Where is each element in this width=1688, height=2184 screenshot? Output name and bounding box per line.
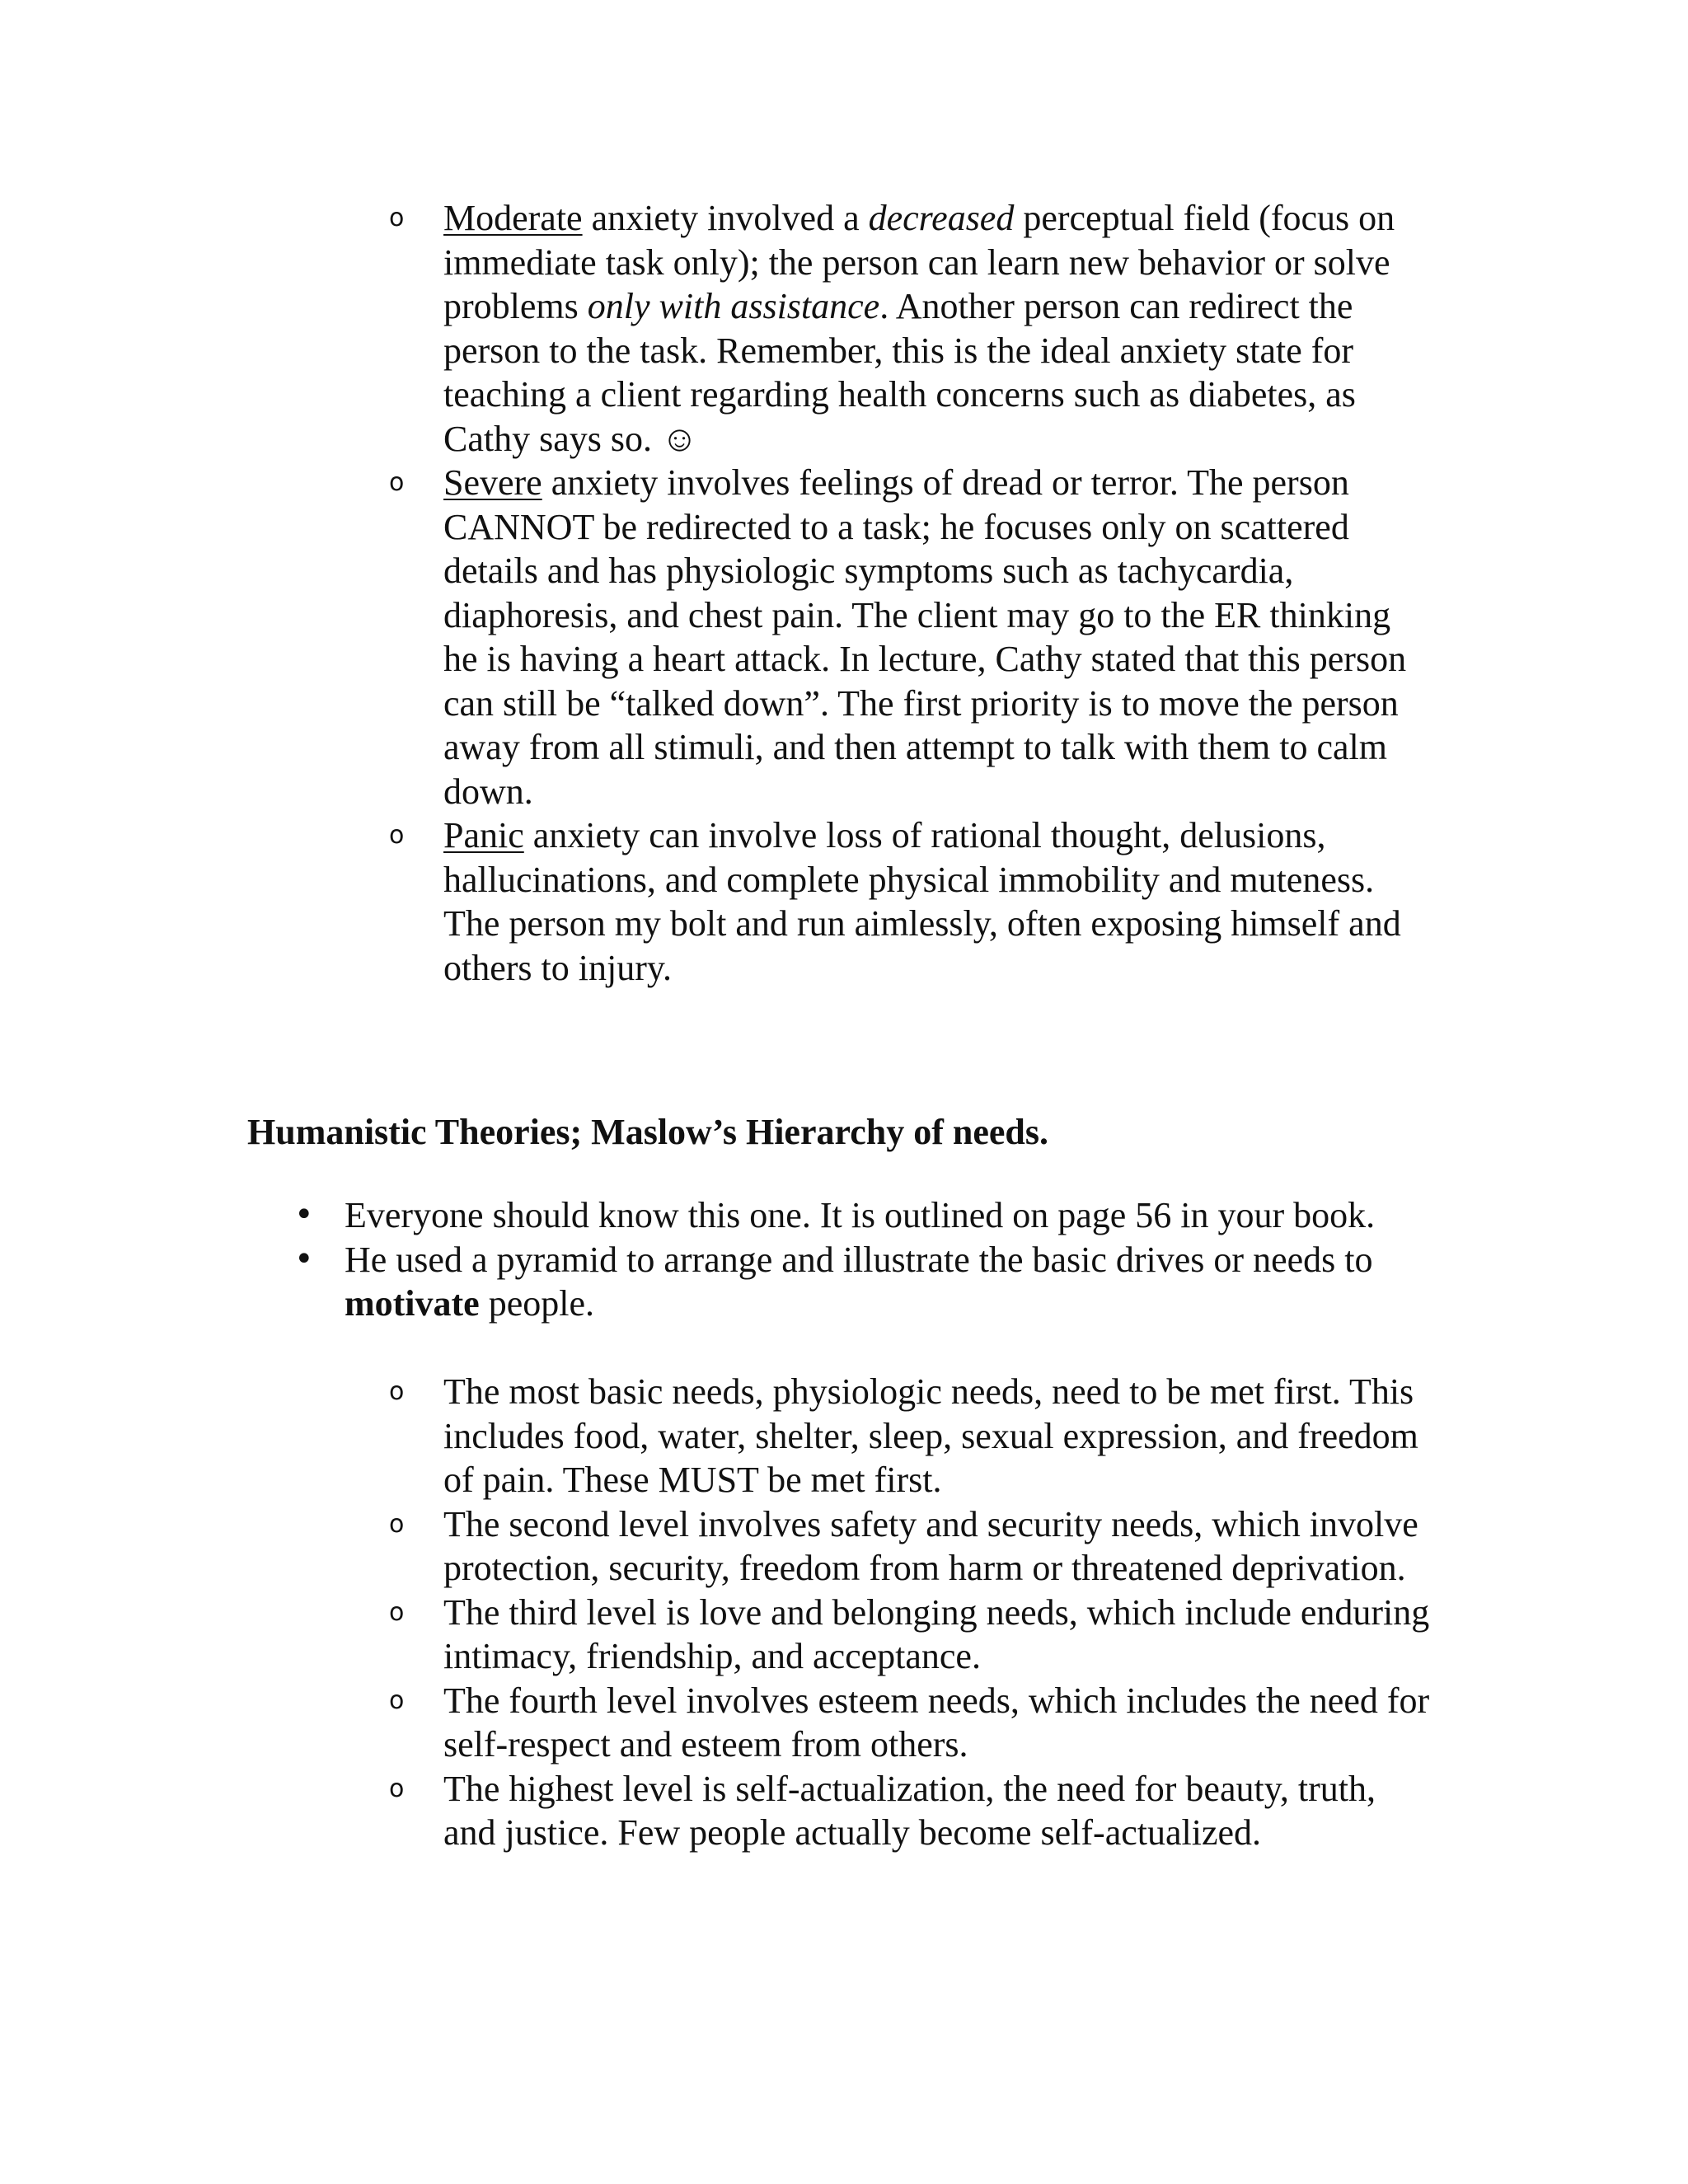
list-item-level-5: o The highest level is self-actualization, the need for beauty, truth, and justice. Few people actually become self-actualized. bbox=[389, 1768, 1376, 1853]
emphasis-decreased: decreased bbox=[868, 198, 1015, 238]
list-item-moderate: o Moderate anxiety involved a decreased perceptual field (focus on immediate task only); the person can learn new behavior or solve problems only with assistance. Another person can redirect the person to the task. Remember, this is the ideal anxiety state for teaching a client regarding health concerns such as diabetes, as Cathy says so. ☺ bbox=[389, 198, 1395, 459]
maslow-main-list bbox=[0, 1193, 1688, 1326]
list-item-level-4: o The fourth level involves esteem needs, which includes the need for self-respect and esteem from others. bbox=[389, 1680, 1430, 1765]
hollow-bullet-icon: o bbox=[389, 821, 405, 850]
list-item-panic: o Panic anxiety can involve loss of rational thought, delusions, hallucinations, and complete physical immobility and muteness. The person my bolt and run aimlessly, often exposing himself and others to injury. bbox=[389, 815, 1401, 988]
emphasis-only-with-assistance: only with assistance bbox=[587, 286, 880, 326]
hollow-bullet-icon: o bbox=[389, 1774, 405, 1803]
term-panic: Panic bbox=[443, 815, 524, 855]
solid-bullet-icon: • bbox=[294, 1240, 314, 1278]
term-severe: Severe bbox=[443, 462, 542, 503]
list-item-pyramid: • He used a pyramid to arrange and illustrate the basic drives or needs to motivate people. bbox=[294, 1239, 1373, 1324]
hollow-bullet-icon: o bbox=[389, 204, 405, 232]
list-item-severe: o Severe anxiety involves feelings of dread or terror. The person CANNOT be redirected to a task; he focuses only on scattered details and has physiologic symptoms such as tachycardia, diaphoresis, and chest pain. The client may go to the ER thinking he is having a heart attack. In lecture, Cathy stated that this person can still be “talked down”. The first priority is to move the person away from all stimuli, and then attempt to talk with them to calm down. bbox=[389, 462, 1407, 812]
section-heading: Humanistic Theories; Maslow’s Hierarchy of needs. bbox=[247, 1112, 1048, 1152]
hollow-bullet-icon: o bbox=[389, 1685, 405, 1715]
list-item-level-1: o The most basic needs, physiologic needs, need to be met first. This includes food, water, shelter, sleep, sexual expression, and freedom of pain. These MUST be met first. bbox=[389, 1371, 1418, 1500]
maslow-levels-list bbox=[0, 1370, 1688, 1855]
list-item-level-2: o The second level involves safety and security needs, which involve protection, security, freedom from harm or threatened deprivation. bbox=[389, 1503, 1418, 1588]
hollow-bullet-icon: o bbox=[389, 1597, 405, 1627]
solid-bullet-icon: • bbox=[294, 1196, 314, 1234]
term-moderate: Moderate bbox=[443, 198, 583, 238]
list-item-level-3: o The third level is love and belonging needs, which include enduring intimacy, friendship, and acceptance. bbox=[389, 1591, 1430, 1676]
anxiety-levels-list bbox=[0, 196, 1688, 990]
emphasis-motivate: motivate bbox=[345, 1283, 480, 1324]
hollow-bullet-icon: o bbox=[389, 1509, 405, 1539]
hollow-bullet-icon: o bbox=[389, 468, 405, 497]
hollow-bullet-icon: o bbox=[389, 1377, 405, 1406]
list-item-know-this: • Everyone should know this one. It is outlined on page 56 in your book. bbox=[0, 1193, 1688, 1238]
